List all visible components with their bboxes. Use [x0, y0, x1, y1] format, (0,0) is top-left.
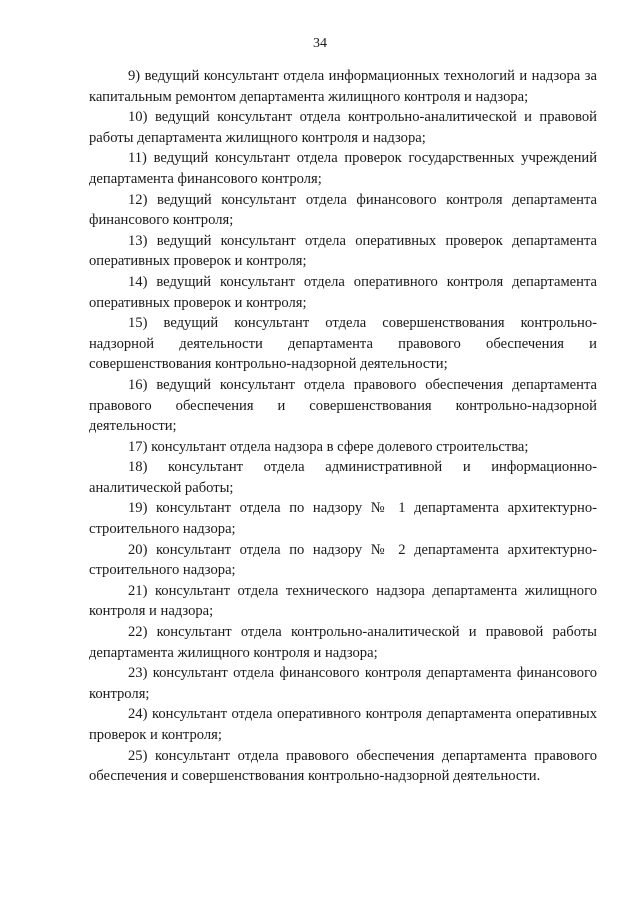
list-item: 24) консультант отдела оперативного контроля департамента оперативных проверок и контроля; [89, 706, 597, 743]
list-item: 14) ведущий консультант отдела оперативного контроля департамента оперативных проверок и контроля; [89, 273, 597, 311]
list-item: 9) ведущий консультант отдела информационных технологий и надзора за капитальным ремонтом департамента жилищного контроля и надзора; [89, 68, 597, 105]
list-item: 15) ведущий консультант отдела совершенствования контрольно-надзорной деятельности департамента правового обеспечения и совершенствования контрольно-надзорной деятельности; [89, 315, 597, 373]
list-item: 20) консультант отдела по надзору № 2 департамента архитектурно-строительного надзора; [89, 541, 597, 579]
document-body [89, 66, 597, 787]
list-item: 13) ведущий консультант отдела оперативных проверок департамента оперативных проверок и контроля; [89, 232, 597, 270]
list-item: 19) консультант отдела по надзору № 1 департамента архитектурно-строительного надзора; [89, 500, 597, 538]
list-item: 22) консультант отдела контрольно-аналитической и правовой работы департамента жилищного контроля и надзора; [89, 624, 597, 661]
list-item: 25) консультант отдела правового обеспечения департамента правового обеспечения и совершенствования контрольно-надзорной деятельности. [89, 747, 597, 785]
list-item: 11) ведущий консультант отдела проверок государственных учреждений департамента финансового контроля; [89, 150, 597, 187]
list-item: 17) консультант отдела надзора в сфере долевого строительства; [128, 438, 529, 455]
list-item: 23) консультант отдела финансового контроля департамента финансового контроля; [89, 665, 597, 702]
list-item: 21) консультант отдела технического надзора департамента жилищного контроля и надзора; [89, 582, 597, 620]
list-item: 12) ведущий консультант отдела финансового контроля департамента финансового контроля; [89, 191, 597, 229]
page-number: 34 [313, 36, 327, 51]
list-item: 16) ведущий консультант отдела правового обеспечения департамента правового обеспечения и совершенствования контрольно-надзорной деятельности; [89, 376, 597, 435]
list-item: 10) ведущий консультант отдела контрольно-аналитической и правовой работы департамента жилищного контроля и надзора; [89, 109, 597, 146]
list-item: 18) консультант отдела административной и информационно-аналитической работы; [89, 459, 597, 496]
